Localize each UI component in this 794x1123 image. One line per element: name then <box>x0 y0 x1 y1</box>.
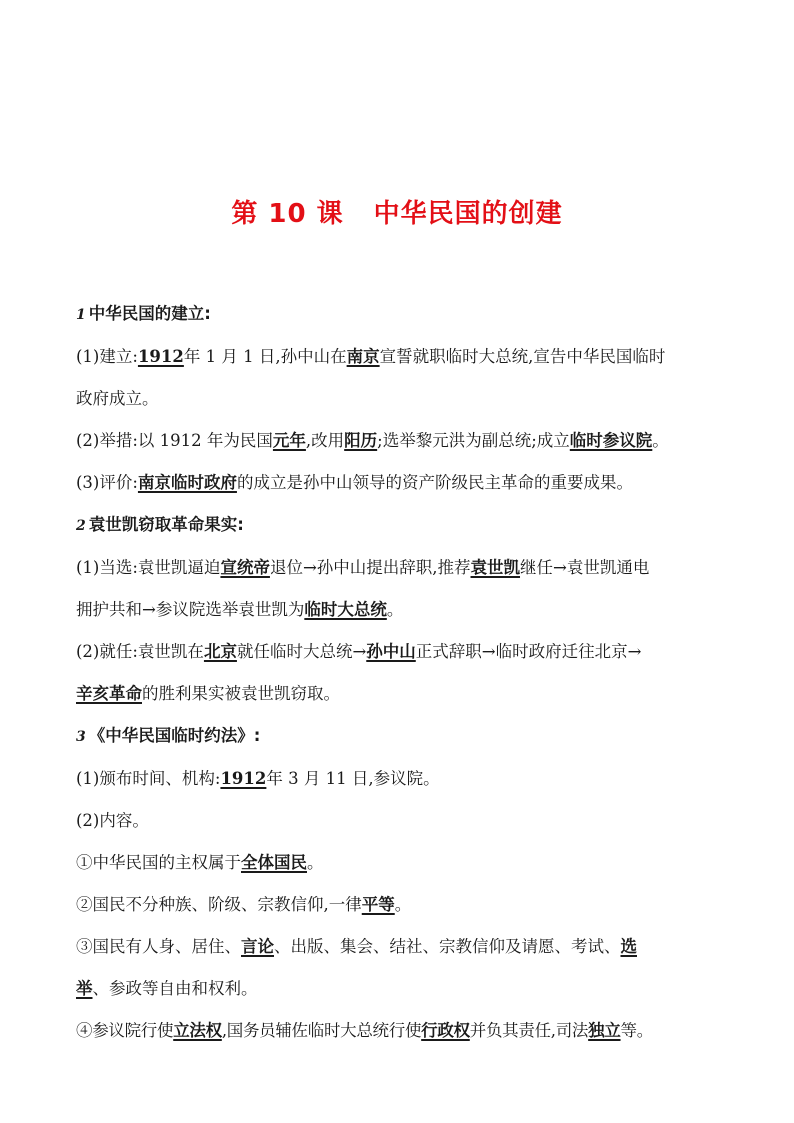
paragraph-line: 辛亥革命的胜利果实被袁世凯窃取。 <box>76 684 340 703</box>
key-term: 选 <box>620 937 637 956</box>
section-heading: 1 中华民国的建立: <box>76 304 211 323</box>
paragraph-line: (2)就任:袁世凯在北京就任临时大总统→孙中山正式辞职→临时政府迁往北京→ <box>76 642 642 661</box>
paragraph-line: (1)颁布时间、机构:1912年 3 月 11 日,参议院。 <box>76 769 440 788</box>
section-heading: 2 袁世凯窃取革命果实: <box>76 515 244 534</box>
lesson-content <box>76 293 726 1052</box>
paragraph-line: ①中华民国的主权属于全体国民。 <box>76 853 324 872</box>
key-term: 1912 <box>137 347 184 366</box>
key-term: 袁世凯 <box>470 558 521 577</box>
paragraph-line: 拥护共和→参议院选举袁世凯为临时大总统。 <box>76 600 404 619</box>
lesson-name: 中华民国的创建 <box>373 199 563 229</box>
key-term: 行政权 <box>421 1021 470 1040</box>
key-term: 北京 <box>203 642 237 661</box>
lesson-number: 第 10 课 <box>231 199 344 229</box>
paragraph-line: 政府成立。 <box>76 389 159 408</box>
key-term: 立法权 <box>173 1021 222 1040</box>
key-term: 独立 <box>588 1021 621 1040</box>
lesson-title <box>0 193 794 230</box>
key-term: 元年 <box>272 431 306 450</box>
key-term: 临时参议院 <box>569 431 653 450</box>
key-term: 言论 <box>241 937 274 956</box>
paragraph-line: (2)内容。 <box>76 811 149 830</box>
paragraph-line: (2)举措:以 1912 年为民国元年,改用阳历;选举黎元洪为副总统;成立临时参议院。 <box>76 431 669 450</box>
key-term: 举 <box>76 979 93 998</box>
paragraph-line: ②国民不分种族、阶级、宗教信仰,一律平等。 <box>76 895 412 914</box>
paragraph-line: ③国民有人身、居住、言论、出版、集会、结社、宗教信仰及请愿、考试、选 <box>76 937 637 956</box>
key-term: 南京临时政府 <box>137 473 237 492</box>
paragraph-line: (1)当选:袁世凯逼迫宣统帝退位→孙中山提出辞职,推荐袁世凯继任→袁世凯通电 <box>76 558 650 577</box>
key-term: 临时大总统 <box>304 600 387 619</box>
paragraph-line: (1)建立:1912年 1 月 1 日,孙中山在南京宣誓就职临时大总统,宣告中华民国临时 <box>76 347 666 366</box>
key-term: 全体国民 <box>241 853 307 872</box>
key-term: 阳历 <box>344 431 378 450</box>
paragraph-line: 举、参政等自由和权利。 <box>76 979 258 998</box>
paragraph-line: (3)评价:南京临时政府的成立是孙中山领导的资产阶级民主革命的重要成果。 <box>76 473 633 492</box>
paragraph-line: ④参议院行使立法权,国务员辅佐临时大总统行使行政权并负其责任,司法独立等。 <box>76 1021 653 1040</box>
key-term: 宣统帝 <box>220 558 270 577</box>
key-term: 辛亥革命 <box>76 684 142 703</box>
section-heading: 3 《中华民国临时约法》: <box>76 726 261 745</box>
key-term: 孙中山 <box>366 642 416 661</box>
key-term: 南京 <box>346 347 380 366</box>
key-term: 平等 <box>361 895 395 914</box>
key-term: 1912 <box>220 769 267 788</box>
